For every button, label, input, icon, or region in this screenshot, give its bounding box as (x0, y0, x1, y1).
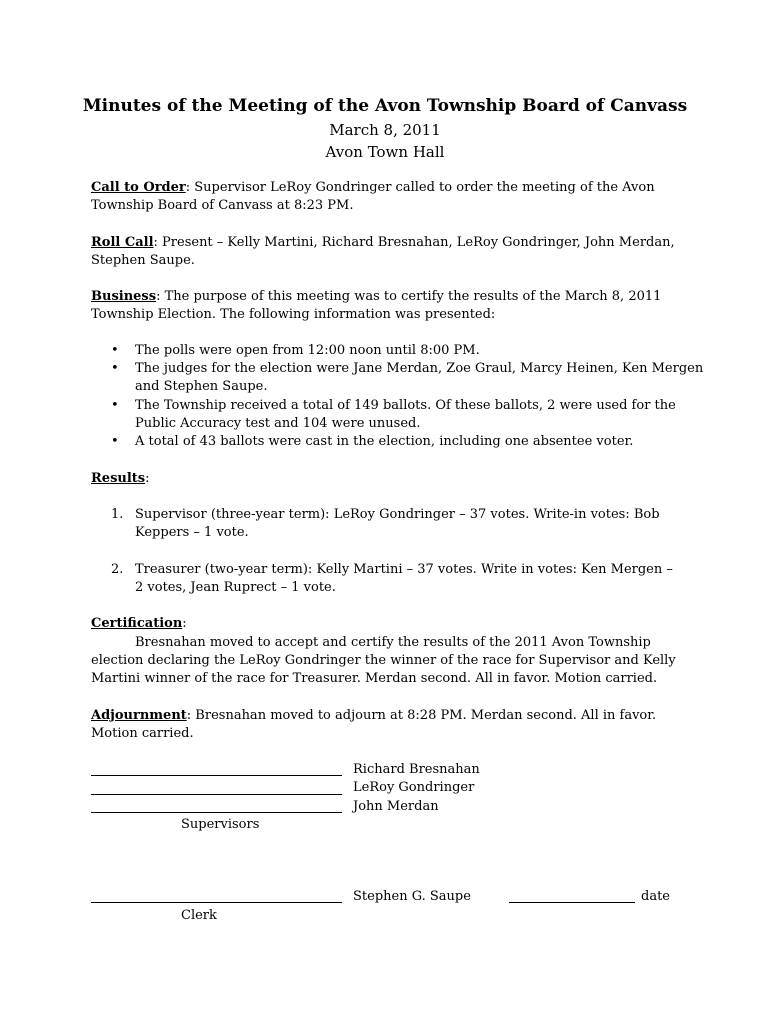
business-line1 (91, 288, 661, 306)
result-item: Treasurer (two-year term): Kelly Martini – 37 votes. Write in votes: Ken Mergen – (135, 562, 673, 577)
call-to-order-line1 (91, 179, 655, 197)
signature-line (91, 775, 342, 776)
bullet-marker: • (111, 361, 119, 376)
bullet-item: The polls were open from 12:00 noon until 8:00 PM. (135, 343, 480, 358)
result-number: 1. (111, 507, 124, 522)
result-item-continued: 2 votes, Jean Ruprect – 1 vote. (135, 580, 336, 595)
signature-line (91, 794, 342, 795)
bullet-item: The Township received a total of 149 ballots. Of these ballots, 2 were used for the (135, 398, 676, 413)
business-text: : The purpose of this meeting was to certify the results of the March 8, 2011 (156, 289, 662, 304)
roll-call-text: : Present – Kelly Martini, Richard Bresnahan, LeRoy Gondringer, John Merdan, (153, 235, 675, 250)
call-to-order-text: : Supervisor LeRoy Gondringer called to order the meeting of the Avon (185, 180, 655, 195)
result-item: Supervisor (three-year term): LeRoy Gondringer – 37 votes. Write-in votes: Bob (135, 507, 660, 522)
bullet-item-continued: and Stephen Saupe. (135, 379, 268, 394)
roll-call-line1 (91, 234, 675, 252)
supervisor-name: LeRoy Gondringer (353, 780, 475, 795)
roll-call-heading: Roll Call (91, 235, 154, 250)
business-line2: Township Election. The following information was presented: (91, 307, 496, 322)
certification-line1: Bresnahan moved to accept and certify the results of the 2011 Avon Township (135, 635, 651, 650)
date-line (509, 902, 635, 903)
meeting-location: Avon Town Hall (325, 143, 445, 161)
business-heading: Business (91, 289, 157, 304)
result-number: 2. (111, 562, 124, 577)
signature-line (91, 812, 342, 813)
supervisor-name: John Merdan (353, 799, 439, 814)
supervisor-name: Richard Bresnahan (353, 762, 480, 777)
roll-call-line2: Stephen Saupe. (91, 253, 195, 268)
supervisors-label: Supervisors (181, 817, 260, 832)
bullet-marker: • (111, 343, 119, 358)
date-label: date (641, 889, 670, 904)
adjournment-text: : Bresnahan moved to adjourn at 8:28 PM. Merdan second. All in favor. (186, 708, 657, 723)
certification-heading-line (91, 615, 187, 633)
document-title: Minutes of the Meeting of the Avon Township Board of Canvass (82, 96, 688, 116)
result-item-continued: Keppers – 1 vote. (135, 525, 249, 540)
results-heading-line (91, 470, 150, 488)
certification-heading: Certification (91, 616, 183, 631)
certification-line2: election declaring the LeRoy Gondringer the winner of the race for Supervisor and Kelly (91, 653, 676, 668)
bullet-item: A total of 43 ballots were cast in the election, including one absentee voter. (135, 434, 634, 449)
results-heading: Results (91, 471, 146, 486)
adjournment-heading: Adjournment (91, 708, 187, 723)
bullet-marker: • (111, 434, 119, 449)
results-colon: : (145, 471, 150, 486)
clerk-label: Clerk (181, 908, 217, 923)
meeting-date: March 8, 2011 (329, 121, 441, 139)
call-to-order-heading: Call to Order (91, 180, 186, 195)
clerk-name: Stephen G. Saupe (353, 889, 471, 904)
adjournment-line2: Motion carried. (91, 726, 194, 741)
call-to-order-line2: Township Board of Canvass at 8:23 PM. (91, 198, 354, 213)
certification-line3: Martini winner of the race for Treasurer. Merdan second. All in favor. Motion carried. (91, 671, 658, 686)
bullet-item: The judges for the election were Jane Merdan, Zoe Graul, Marcy Heinen, Ken Mergen (135, 361, 704, 376)
clerk-signature-line (91, 902, 342, 903)
bullet-item-continued: Public Accuracy test and 104 were unused. (135, 416, 421, 431)
adjournment-line1 (91, 707, 656, 725)
bullet-marker: • (111, 398, 119, 413)
certification-colon: : (182, 616, 187, 631)
